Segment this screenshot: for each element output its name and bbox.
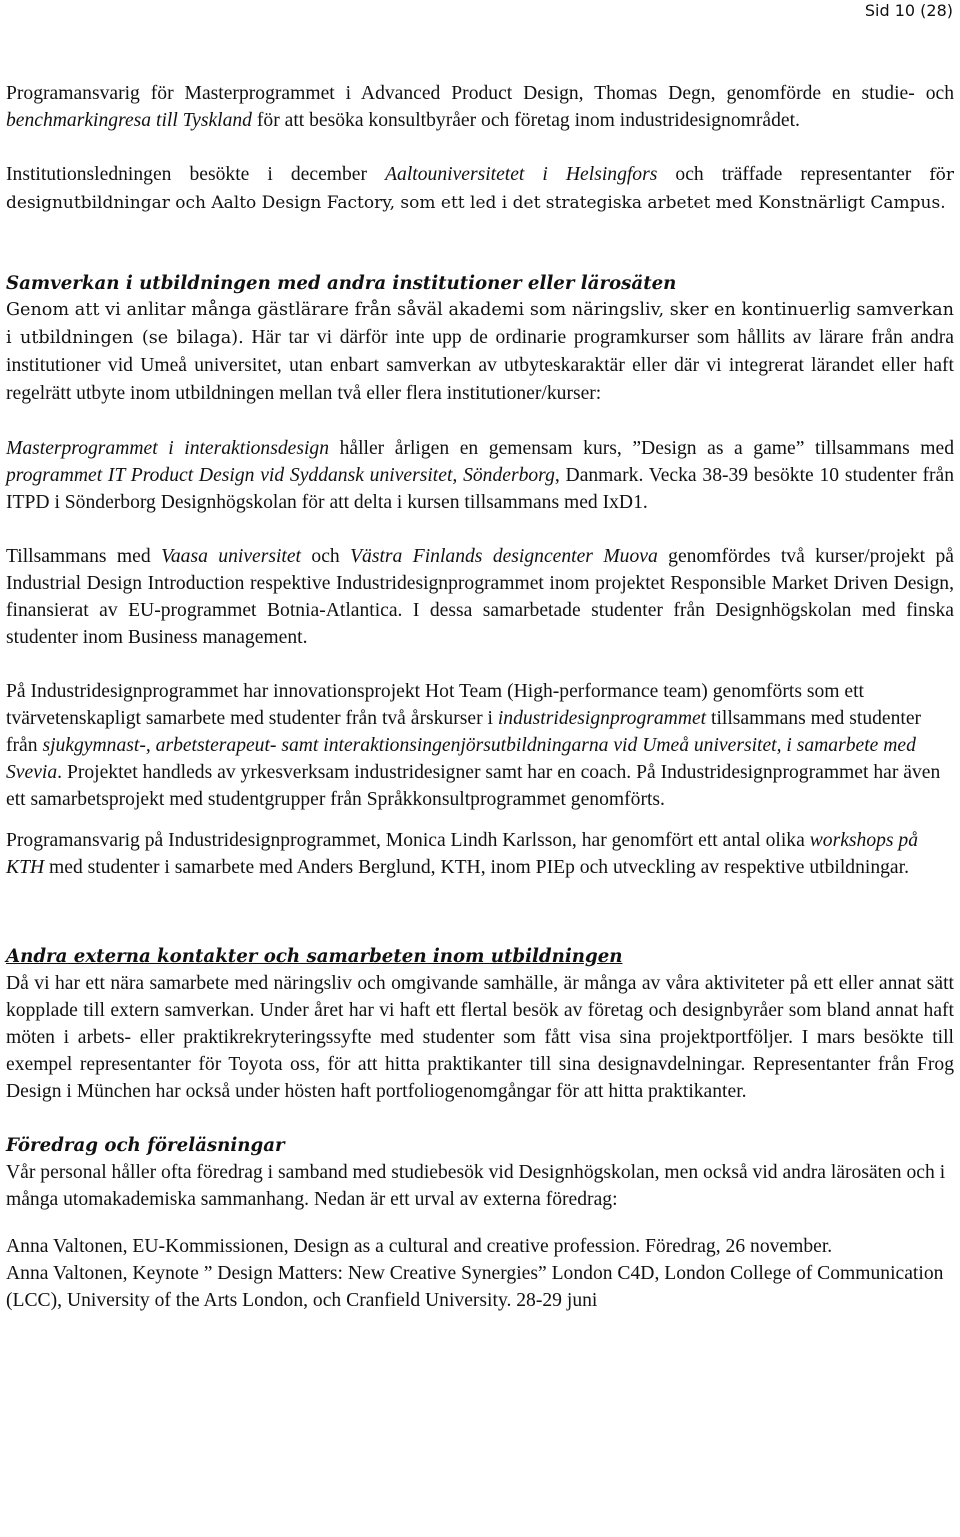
paragraph-benchmarking xyxy=(6,80,954,134)
text-run: och träffade representanter xyxy=(657,164,930,185)
section-heading-foredrag: Föredrag och föreläsningar xyxy=(6,1135,285,1156)
text-run: Programansvarig för Masterprogrammet i Advanced Product Design, Thomas Degn, genomförde en studie- och xyxy=(6,83,954,104)
paragraph-vaasa xyxy=(6,543,954,651)
text-run: för designutbildningar och Aalto Design Factory, som ett led i det strategiska arbetet med Konstnärligt Campus. xyxy=(6,165,954,213)
text-run: , Danmark. Vecka 38-39 besökte 10 studenter från ITPD i Sönderborg Designhögskolan för att delta i kursen tillsammans med IxD1. xyxy=(6,465,954,513)
section-heading-samverkan: Samverkan i utbildningen med andra institutioner eller lärosäten xyxy=(6,273,677,294)
text-run: Här tar vi därför inte upp de ordinarie programkurser som hållits av lärare från andra institutioner vid Umeå universitet, utan enbart samverkan av utbyteskaraktär eller där vi integrerat lärandet eller haft regelrätt utbyte inom utbildningen mellan två eller flera institutioner/kurser: xyxy=(6,327,954,404)
paragraph-foredrag-intro: Vår personal håller ofta föredrag i samband med studiebesök vid Designhögskolan, men också vid andra lärosäten och i många utomakademiska sammanhang. Nedan är ett urval av externa föredrag: xyxy=(6,1162,946,1210)
italic-run: Vaasa universitet xyxy=(161,546,301,567)
italic-run: programmet IT Product Design vid Syddansk universitet, Sönderborg xyxy=(6,465,555,486)
text-run: Under året har vi haft ett flertal besök av företag och designbyråer som bland annat haft möten i arbets- eller praktikrekryteringssyfte med studenter som fått visa sina projektportföljer. I mars besökte till exempel representanter för Toyota oss, för att hitta praktikanter till sina designavdelningar. Representanter från Frog Design i München har också under hösten haft portfoliogenomgångar för att hitta praktikanter. xyxy=(6,1000,954,1102)
italic-run: Aaltouniversitetet i Helsingfors xyxy=(385,164,658,185)
text-run: och xyxy=(301,546,351,567)
paragraph-kth-workshops xyxy=(6,827,954,881)
text-run: På Industridesignprogrammet har innovationsprojekt Hot Team (High-performance team) genomförts som ett tvärvetenskapligt samarbete med studenter från två årskurser i xyxy=(6,681,864,729)
italic-run: industridesignprogrammet xyxy=(497,708,707,729)
italic-run: Masterprogrammet i interaktionsdesign xyxy=(6,438,330,459)
text-run: . Projektet handleds av yrkesverksam industridesigner samt har en coach. På Industridesignprogrammet har även ett samarbetsprojekt med studentgrupper från Språkkonsultprogrammet genomförts. xyxy=(6,762,941,810)
section-heading-externa-kontakter: Andra externa kontakter och samarbeten inom utbildningen xyxy=(6,946,623,967)
paragraph-externa-kontakter xyxy=(6,970,954,1105)
text-run: för att besöka konsultbyråer och företag inom industridesignområdet. xyxy=(251,110,800,131)
lecture-item: Anna Valtonen, EU-Kommissionen, Design as a cultural and creative profession. Föredrag, 26 november. xyxy=(6,1236,833,1257)
document-body xyxy=(6,80,954,1314)
paragraph-interaktionsdesign xyxy=(6,435,954,516)
italic-run: Västra Finlands designcenter Muova xyxy=(350,546,658,567)
paragraph-hot-team xyxy=(6,678,954,813)
lecture-item: Anna Valtonen, Keynote ” Design Matters: New Creative Synergies” London C4D, London College of Communication (LCC), University of the Arts London, och Cranfield University. 28-29 juni xyxy=(6,1263,944,1311)
text-run: Genom att vi anlitar många gästlärare från såväl akademi som näringsliv, sker en kontinuerlig samverkan i utbildningen (se bilaga). xyxy=(6,300,954,348)
text-run: Institutionsledningen besökte i december xyxy=(6,164,386,185)
italic-run: benchmarkingresa till Tyskland xyxy=(6,110,252,131)
italic-run: workshops på KTH xyxy=(6,830,919,878)
italic-run: sjukgymnast-, arbetsterapeut- samt interaktionsingenjörsutbildningarna vid Umeå universitet, i samarbete med Svevia xyxy=(6,735,916,783)
text-run: Tillsammans med xyxy=(6,546,162,567)
text-run: genomfördes två kurser/projekt på Industrial Design Introduction respektive Industridesignprogrammet inom projektet Responsible Market Driven Design, finansierat av EU-programmet Botnia-Atlantica. I dessa samarbetade studenter från Designhögskolan med finska studenter inom Business management. xyxy=(6,546,954,648)
text-run: håller årligen en gemensam kurs, ”Design as a game” tillsammans med xyxy=(329,438,954,459)
text-run: Då vi har ett nära samarbete med näringsliv och omgivande samhälle, är många av våra aktiviteter på ett eller annat sätt kopplade till extern samverkan. xyxy=(6,973,954,1021)
paragraph-gastlarare xyxy=(6,297,954,408)
text-run: tillsammans med studenter från xyxy=(6,708,922,756)
text-run: Programansvarig på Industridesignprogrammet, Monica Lindh Karlsson, har genomfört ett antal olika xyxy=(6,830,810,851)
text-run: med studenter i samarbete med Anders Berglund, KTH, inom PIEp och utveckling av respektive utbildningar. xyxy=(44,857,909,878)
page-number: Sid 10 (28) xyxy=(864,1,953,20)
paragraph-aalto xyxy=(6,161,954,217)
